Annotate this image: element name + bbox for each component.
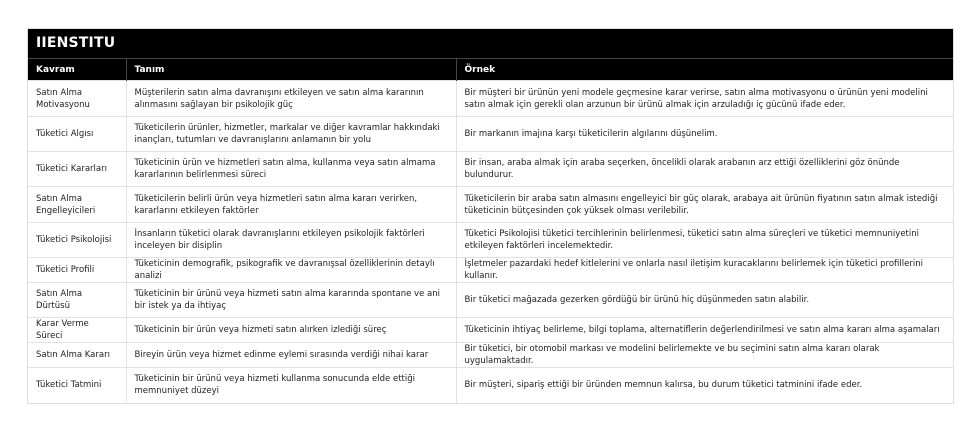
cell-kavram: Tüketici Kararları (28, 152, 126, 187)
cell-ornek: Tüketici Psikolojisi tüketici tercihlerinin belirlenmesi, tüketici satın alma süreçleri ve tüketici memnuniyetini etkileyen faktörleri incelemektedir. (456, 223, 953, 258)
table-row (28, 81, 953, 117)
table-row (28, 152, 953, 187)
cell-tanim: Tüketicinin bir ürünü veya hizmeti satın alma kararında spontane ve ani bir istek ya da ihtiyaç (126, 283, 456, 318)
cell-kavram: Tüketici Profili (28, 258, 126, 283)
table-row (28, 368, 953, 403)
cell-kavram: Satın Alma Dürtüsü (28, 283, 126, 318)
cell-ornek: Bir markanın imajına karşı tüketicilerin algılarını düşünelim. (456, 117, 953, 152)
table-row (28, 223, 953, 258)
table-row (28, 283, 953, 318)
table-row (28, 318, 953, 343)
cell-tanim: Tüketicinin ürün ve hizmetleri satın alma, kullanma veya satın almama kararlarının belirlenmesi süreci (126, 152, 456, 187)
cell-ornek: Tüketicinin ihtiyaç belirleme, bilgi toplama, alternatiflerin değerlendirilmesi ve satın alma kararı alma aşamaları (456, 318, 953, 343)
cell-ornek: Bir müşteri, sipariş ettiği bir üründen memnun kalırsa, bu durum tüketici tatminini ifade eder. (456, 368, 953, 403)
header-tanim: Tanım (126, 59, 456, 81)
cell-ornek: İşletmeler pazardaki hedef kitlelerini ve onlarla nasıl iletişim kuracaklarını belirlemek için tüketici profillerini kullanır. (456, 258, 953, 283)
cell-tanim: Tüketicilerin ürünler, hizmetler, markalar ve diğer kavramlar hakkındaki inançları, tutumları ve davranışlarını anlamanın bir yolu (126, 117, 456, 152)
header-ornek: Örnek (456, 59, 953, 81)
cell-tanim: Tüketicilerin belirli ürün veya hizmetleri satın alma kararı verirken, kararlarını etkileyen faktörler (126, 187, 456, 223)
cell-tanim: Tüketicinin demografik, psikografik ve davranışsal özelliklerinin detaylı analizi (126, 258, 456, 283)
cell-kavram: Tüketici Psikolojisi (28, 223, 126, 258)
table-row (28, 117, 953, 152)
cell-kavram: Tüketici Tatmini (28, 368, 126, 403)
cell-tanim: Müşterilerin satın alma davranışını etkileyen ve satın alma kararının alınmasını sağlayan bir psikolojik güç (126, 81, 456, 117)
table-row (28, 343, 953, 368)
cell-tanim: Bireyin ürün veya hizmet edinme eylemi sırasında verdiği nihai karar (126, 343, 456, 368)
cell-ornek: Bir tüketici mağazada gezerken gördüğü bir ürünü hiç düşünmeden satın alabilir. (456, 283, 953, 318)
cell-ornek: Tüketicilerin bir araba satın almasını engelleyici bir güç olarak, arabaya ait ürünün fiyatının satın almak istediği tüketicinin bütçesinden çok yüksek olması verilebilir. (456, 187, 953, 223)
cell-ornek: Bir insan, araba almak için araba seçerken, öncelikli olarak arabanın arz ettiği özelliklerini göz önünde bulundurur. (456, 152, 953, 187)
cell-ornek: Bir tüketici, bir otomobil markası ve modelini belirlemekte ve bu seçimini satın alma kararı olarak uygulamaktadır. (456, 343, 953, 368)
header-kavram: Kavram (28, 59, 126, 81)
cell-kavram: Satın Alma Kararı (28, 343, 126, 368)
cell-kavram: Karar Verme Süreci (28, 318, 126, 343)
cell-tanim: İnsanların tüketici olarak davranışlarını etkileyen psikolojik faktörleri inceleyen bir disiplin (126, 223, 456, 258)
table-row (28, 187, 953, 223)
cell-tanim: Tüketicinin bir ürünü veya hizmeti kullanma sonucunda elde ettiği memnuniyet düzeyi (126, 368, 456, 403)
concept-table (28, 58, 953, 403)
cell-kavram: Satın Alma Engelleyicileri (28, 187, 126, 223)
cell-ornek: Bir müşteri bir ürünün yeni modele geçmesine karar verirse, satın alma motivasyonu o ürünün yeni modelini satın almak için gerekli olan arzunun bir ürünü almak için arzuladığı iç gücünü ifade eder. (456, 81, 953, 117)
table-card (27, 28, 954, 404)
cell-kavram: Satın Alma Motivasyonu (28, 81, 126, 117)
table-body (28, 81, 953, 403)
table-header (28, 59, 953, 81)
brand-logo: IIENSTITU (28, 29, 953, 58)
table-row (28, 258, 953, 283)
cell-tanim: Tüketicinin bir ürün veya hizmeti satın alırken izlediği süreç (126, 318, 456, 343)
cell-kavram: Tüketici Algısı (28, 117, 126, 152)
